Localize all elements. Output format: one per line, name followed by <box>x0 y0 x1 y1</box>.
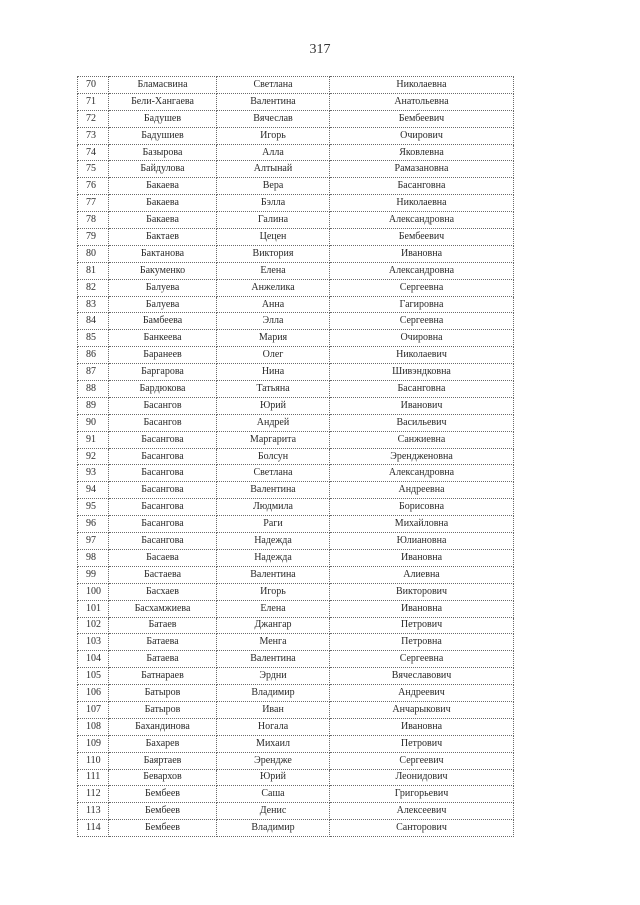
first-name-cell: Вячеслав <box>217 110 330 127</box>
row-number-cell: 91 <box>78 431 109 448</box>
table-row <box>78 77 514 94</box>
row-number-cell: 100 <box>78 583 109 600</box>
first-name-cell: Валентина <box>217 566 330 583</box>
last-name-cell: Басхамжиева <box>109 600 217 617</box>
last-name-cell: Басангов <box>109 414 217 431</box>
patronymic-cell: Викторович <box>330 583 514 600</box>
last-name-cell: Баранеев <box>109 347 217 364</box>
row-number-cell: 75 <box>78 161 109 178</box>
row-number-cell: 97 <box>78 533 109 550</box>
patronymic-cell: Александровна <box>330 262 514 279</box>
patronymic-cell: Шивэндковна <box>330 364 514 381</box>
first-name-cell: Галина <box>217 212 330 229</box>
last-name-cell: Бахарев <box>109 735 217 752</box>
patronymic-cell: Петровна <box>330 634 514 651</box>
last-name-cell: Басангова <box>109 465 217 482</box>
patronymic-cell: Санжиевна <box>330 431 514 448</box>
first-name-cell: Андрей <box>217 414 330 431</box>
row-number-cell: 86 <box>78 347 109 364</box>
row-number-cell: 72 <box>78 110 109 127</box>
row-number-cell: 106 <box>78 685 109 702</box>
table-row <box>78 786 514 803</box>
table-row <box>78 566 514 583</box>
first-name-cell: Цецен <box>217 229 330 246</box>
row-number-cell: 77 <box>78 195 109 212</box>
first-name-cell: Владимир <box>217 685 330 702</box>
last-name-cell: Батыров <box>109 685 217 702</box>
last-name-cell: Батнараев <box>109 668 217 685</box>
table-row <box>78 93 514 110</box>
row-number-cell: 78 <box>78 212 109 229</box>
patronymic-cell: Николаевна <box>330 77 514 94</box>
row-number-cell: 108 <box>78 718 109 735</box>
table-row <box>78 296 514 313</box>
patronymic-cell: Васильевич <box>330 414 514 431</box>
first-name-cell: Михаил <box>217 735 330 752</box>
row-number-cell: 71 <box>78 93 109 110</box>
row-number-cell: 85 <box>78 330 109 347</box>
first-name-cell: Алла <box>217 144 330 161</box>
last-name-cell: Бембеев <box>109 803 217 820</box>
page-number: 317 <box>309 42 331 57</box>
table-row <box>78 617 514 634</box>
table-row <box>78 212 514 229</box>
table-row <box>78 482 514 499</box>
row-number-cell: 110 <box>78 752 109 769</box>
row-number-cell: 104 <box>78 651 109 668</box>
row-number-cell: 105 <box>78 668 109 685</box>
table-row <box>78 397 514 414</box>
last-name-cell: Бакуменко <box>109 262 217 279</box>
roster-table-body <box>78 77 514 837</box>
last-name-cell: Басаева <box>109 549 217 566</box>
first-name-cell: Игорь <box>217 583 330 600</box>
table-row <box>78 549 514 566</box>
first-name-cell: Вера <box>217 178 330 195</box>
patronymic-cell: Ивановна <box>330 718 514 735</box>
patronymic-cell: Яковлевна <box>330 144 514 161</box>
patronymic-cell: Петрович <box>330 617 514 634</box>
row-number-cell: 81 <box>78 262 109 279</box>
table-row <box>78 161 514 178</box>
table-row <box>78 178 514 195</box>
row-number-cell: 88 <box>78 381 109 398</box>
first-name-cell: Валентина <box>217 93 330 110</box>
patronymic-cell: Сергеевич <box>330 752 514 769</box>
table-row <box>78 752 514 769</box>
table-row <box>78 347 514 364</box>
patronymic-cell: Андреевич <box>330 685 514 702</box>
last-name-cell: Бастаева <box>109 566 217 583</box>
table-row <box>78 431 514 448</box>
first-name-cell: Юрий <box>217 397 330 414</box>
patronymic-cell: Николаевна <box>330 195 514 212</box>
table-row <box>78 381 514 398</box>
first-name-cell: Валентина <box>217 482 330 499</box>
table-row <box>78 279 514 296</box>
first-name-cell: Людмила <box>217 499 330 516</box>
patronymic-cell: Анатольевна <box>330 93 514 110</box>
first-name-cell: Мария <box>217 330 330 347</box>
row-number-cell: 98 <box>78 549 109 566</box>
first-name-cell: Владимир <box>217 820 330 837</box>
patronymic-cell: Басанговна <box>330 178 514 195</box>
row-number-cell: 70 <box>78 77 109 94</box>
last-name-cell: Бактанова <box>109 245 217 262</box>
row-number-cell: 74 <box>78 144 109 161</box>
last-name-cell: Бахандинова <box>109 718 217 735</box>
row-number-cell: 94 <box>78 482 109 499</box>
first-name-cell: Надежда <box>217 549 330 566</box>
first-name-cell: Эрендже <box>217 752 330 769</box>
patronymic-cell: Борисовна <box>330 499 514 516</box>
patronymic-cell: Ивановна <box>330 549 514 566</box>
first-name-cell: Нина <box>217 364 330 381</box>
row-number-cell: 87 <box>78 364 109 381</box>
row-number-cell: 93 <box>78 465 109 482</box>
last-name-cell: Бардюкова <box>109 381 217 398</box>
table-row <box>78 533 514 550</box>
patronymic-cell: Сергеевна <box>330 313 514 330</box>
last-name-cell: Балуева <box>109 296 217 313</box>
table-row <box>78 803 514 820</box>
table-row <box>78 668 514 685</box>
patronymic-cell: Ивановна <box>330 245 514 262</box>
last-name-cell: Батаева <box>109 634 217 651</box>
first-name-cell: Бэлла <box>217 195 330 212</box>
row-number-cell: 103 <box>78 634 109 651</box>
row-number-cell: 113 <box>78 803 109 820</box>
row-number-cell: 111 <box>78 769 109 786</box>
table-row <box>78 245 514 262</box>
first-name-cell: Игорь <box>217 127 330 144</box>
row-number-cell: 76 <box>78 178 109 195</box>
table-row <box>78 583 514 600</box>
table-row <box>78 229 514 246</box>
row-number-cell: 112 <box>78 786 109 803</box>
last-name-cell: Бевархов <box>109 769 217 786</box>
row-number-cell: 107 <box>78 701 109 718</box>
table-row <box>78 127 514 144</box>
last-name-cell: Бембеев <box>109 786 217 803</box>
last-name-cell: Басангова <box>109 482 217 499</box>
table-row <box>78 651 514 668</box>
patronymic-cell: Вячеславович <box>330 668 514 685</box>
last-name-cell: Басангова <box>109 499 217 516</box>
table-row <box>78 110 514 127</box>
first-name-cell: Олег <box>217 347 330 364</box>
table-row <box>78 516 514 533</box>
first-name-cell: Денис <box>217 803 330 820</box>
table-row <box>78 313 514 330</box>
patronymic-cell: Александровна <box>330 212 514 229</box>
first-name-cell: Эрдни <box>217 668 330 685</box>
first-name-cell: Болсун <box>217 448 330 465</box>
last-name-cell: Басангова <box>109 448 217 465</box>
row-number-cell: 102 <box>78 617 109 634</box>
first-name-cell: Раги <box>217 516 330 533</box>
last-name-cell: Батаев <box>109 617 217 634</box>
last-name-cell: Бакаева <box>109 195 217 212</box>
first-name-cell: Виктория <box>217 245 330 262</box>
table-row <box>78 448 514 465</box>
last-name-cell: Басангова <box>109 431 217 448</box>
patronymic-cell: Григорьевич <box>330 786 514 803</box>
last-name-cell: Басхаев <box>109 583 217 600</box>
patronymic-cell: Михайловна <box>330 516 514 533</box>
first-name-cell: Анна <box>217 296 330 313</box>
patronymic-cell: Очирович <box>330 127 514 144</box>
patronymic-cell: Рамазановна <box>330 161 514 178</box>
patronymic-cell: Леонидович <box>330 769 514 786</box>
row-number-cell: 89 <box>78 397 109 414</box>
first-name-cell: Саша <box>217 786 330 803</box>
row-number-cell: 92 <box>78 448 109 465</box>
row-number-cell: 79 <box>78 229 109 246</box>
patronymic-cell: Алиевна <box>330 566 514 583</box>
table-row <box>78 701 514 718</box>
row-number-cell: 96 <box>78 516 109 533</box>
last-name-cell: Баргарова <box>109 364 217 381</box>
row-number-cell: 95 <box>78 499 109 516</box>
row-number-cell: 82 <box>78 279 109 296</box>
table-row <box>78 364 514 381</box>
patronymic-cell: Андреевна <box>330 482 514 499</box>
first-name-cell: Елена <box>217 262 330 279</box>
last-name-cell: Батыров <box>109 701 217 718</box>
table-row <box>78 195 514 212</box>
first-name-cell: Маргарита <box>217 431 330 448</box>
last-name-cell: Бадушев <box>109 110 217 127</box>
patronymic-cell: Иванович <box>330 397 514 414</box>
first-name-cell: Елена <box>217 600 330 617</box>
first-name-cell: Менга <box>217 634 330 651</box>
last-name-cell: Басангова <box>109 516 217 533</box>
last-name-cell: Батаева <box>109 651 217 668</box>
last-name-cell: Бакаева <box>109 212 217 229</box>
table-row <box>78 769 514 786</box>
table-row <box>78 465 514 482</box>
first-name-cell: Татьяна <box>217 381 330 398</box>
row-number-cell: 80 <box>78 245 109 262</box>
roster-table <box>77 76 514 837</box>
patronymic-cell: Юлиановна <box>330 533 514 550</box>
last-name-cell: Бадушиев <box>109 127 217 144</box>
first-name-cell: Ногала <box>217 718 330 735</box>
patronymic-cell: Бембеевич <box>330 110 514 127</box>
row-number-cell: 99 <box>78 566 109 583</box>
last-name-cell: Басангова <box>109 533 217 550</box>
row-number-cell: 84 <box>78 313 109 330</box>
table-row <box>78 820 514 837</box>
table-row <box>78 262 514 279</box>
row-number-cell: 83 <box>78 296 109 313</box>
first-name-cell: Иван <box>217 701 330 718</box>
table-row <box>78 499 514 516</box>
last-name-cell: Баяртаев <box>109 752 217 769</box>
patronymic-cell: Сергеевна <box>330 651 514 668</box>
patronymic-cell: Басанговна <box>330 381 514 398</box>
patronymic-cell: Очировна <box>330 330 514 347</box>
patronymic-cell: Сергеевна <box>330 279 514 296</box>
first-name-cell: Светлана <box>217 77 330 94</box>
last-name-cell: Базырова <box>109 144 217 161</box>
patronymic-cell: Алексеевич <box>330 803 514 820</box>
first-name-cell: Анжелика <box>217 279 330 296</box>
first-name-cell: Надежда <box>217 533 330 550</box>
patronymic-cell: Александровна <box>330 465 514 482</box>
last-name-cell: Бамбеева <box>109 313 217 330</box>
table-row <box>78 718 514 735</box>
patronymic-cell: Анчарыкович <box>330 701 514 718</box>
patronymic-cell: Николаевич <box>330 347 514 364</box>
last-name-cell: Бакаева <box>109 178 217 195</box>
table-row <box>78 685 514 702</box>
first-name-cell: Джангар <box>217 617 330 634</box>
patronymic-cell: Гагировна <box>330 296 514 313</box>
last-name-cell: Басангов <box>109 397 217 414</box>
table-row <box>78 634 514 651</box>
last-name-cell: Бламасвина <box>109 77 217 94</box>
patronymic-cell: Эрендженовна <box>330 448 514 465</box>
first-name-cell: Валентина <box>217 651 330 668</box>
last-name-cell: Бембеев <box>109 820 217 837</box>
patronymic-cell: Бембеевич <box>330 229 514 246</box>
first-name-cell: Алтынай <box>217 161 330 178</box>
last-name-cell: Балуева <box>109 279 217 296</box>
patronymic-cell: Санторович <box>330 820 514 837</box>
row-number-cell: 90 <box>78 414 109 431</box>
table-row <box>78 144 514 161</box>
table-row <box>78 414 514 431</box>
last-name-cell: Банкеева <box>109 330 217 347</box>
patronymic-cell: Ивановна <box>330 600 514 617</box>
last-name-cell: Бактаев <box>109 229 217 246</box>
row-number-cell: 73 <box>78 127 109 144</box>
last-name-cell: Бели-Хангаева <box>109 93 217 110</box>
row-number-cell: 101 <box>78 600 109 617</box>
last-name-cell: Байдулова <box>109 161 217 178</box>
first-name-cell: Элла <box>217 313 330 330</box>
table-row <box>78 600 514 617</box>
table-row <box>78 735 514 752</box>
table-row <box>78 330 514 347</box>
first-name-cell: Светлана <box>217 465 330 482</box>
patronymic-cell: Петрович <box>330 735 514 752</box>
row-number-cell: 109 <box>78 735 109 752</box>
first-name-cell: Юрий <box>217 769 330 786</box>
row-number-cell: 114 <box>78 820 109 837</box>
